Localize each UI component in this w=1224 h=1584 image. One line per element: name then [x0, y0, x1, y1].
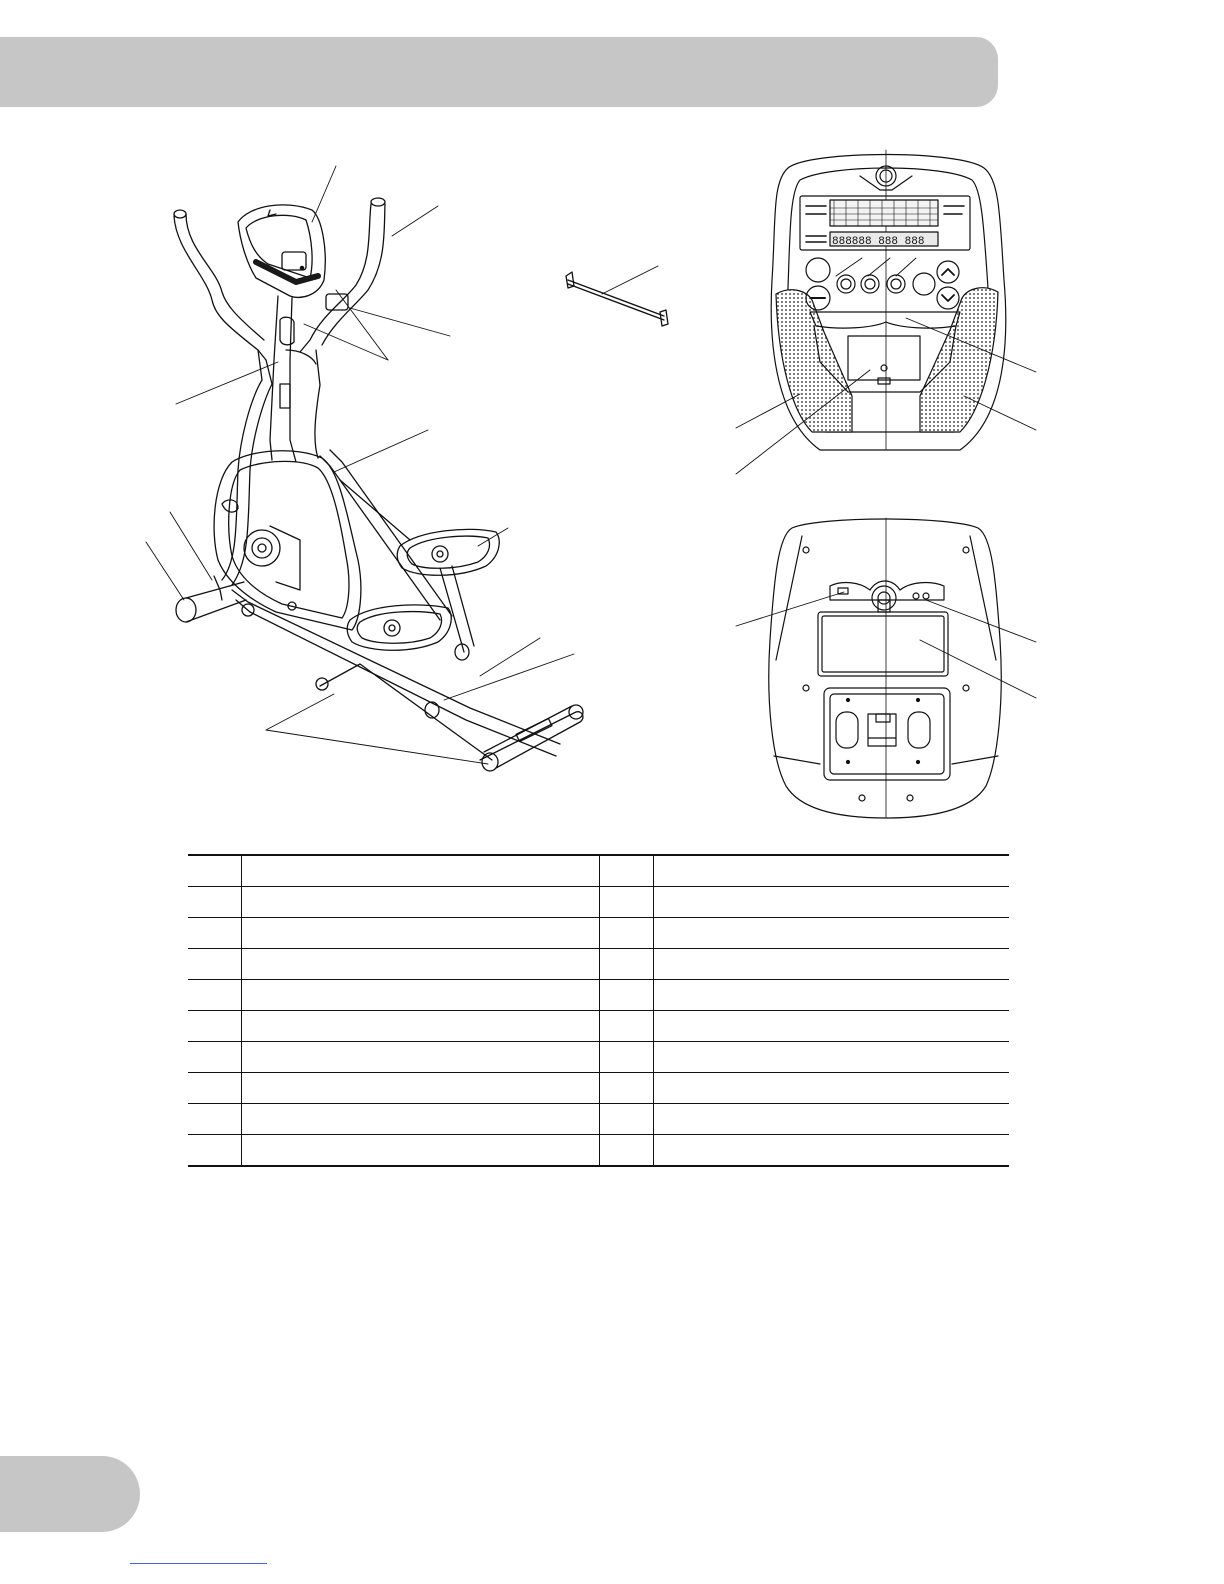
table-row	[188, 980, 1009, 1011]
table-row	[188, 855, 1009, 887]
table-cell-num	[188, 1073, 242, 1104]
table-cell-name	[242, 1042, 600, 1073]
table-cell-name	[242, 918, 600, 949]
table-cell-num2	[600, 1104, 654, 1135]
table-row	[188, 1011, 1009, 1042]
footer-link[interactable]	[130, 1563, 267, 1564]
table-cell-num	[188, 855, 242, 887]
table-row	[188, 887, 1009, 918]
table-cell-name2	[654, 1011, 1010, 1042]
parts-table-body	[188, 855, 1009, 1166]
table-cell-name	[242, 855, 600, 887]
table-row	[188, 1135, 1009, 1167]
table-cell-num	[188, 1104, 242, 1135]
table-cell-num	[188, 1011, 242, 1042]
table-cell-name2	[654, 855, 1010, 887]
table-cell-num	[188, 887, 242, 918]
table-cell-num2	[600, 980, 654, 1011]
table-cell-num2	[600, 887, 654, 918]
table-row	[188, 949, 1009, 980]
table-cell-num	[188, 1135, 242, 1167]
table-cell-num2	[600, 1135, 654, 1167]
table-row	[188, 1104, 1009, 1135]
table-row	[188, 1042, 1009, 1073]
back-port-panel	[830, 581, 944, 612]
table-cell-num	[188, 980, 242, 1011]
table-cell-num	[188, 918, 242, 949]
table-cell-num2	[600, 1011, 654, 1042]
table-cell-name2	[654, 918, 1010, 949]
table-row	[188, 1073, 1009, 1104]
table-cell-num2	[600, 855, 654, 887]
table-cell-num2	[600, 918, 654, 949]
page-number-tab	[0, 1456, 140, 1532]
table-cell-name2	[654, 1135, 1010, 1167]
table-cell-num2	[600, 1042, 654, 1073]
table-cell-num2	[600, 1073, 654, 1104]
audio-jack-icon	[913, 593, 919, 599]
table-cell-name	[242, 1073, 600, 1104]
table-cell-name2	[654, 887, 1010, 918]
table-cell-name	[242, 1135, 600, 1167]
table-cell-name	[242, 887, 600, 918]
parts-table	[188, 854, 1009, 1167]
mounting-plate	[824, 688, 950, 780]
table-cell-name	[242, 980, 600, 1011]
table-cell-name	[242, 949, 600, 980]
table-cell-name2	[654, 1073, 1010, 1104]
console-back-outline	[769, 519, 1001, 818]
table-cell-num2	[600, 949, 654, 980]
table-cell-name2	[654, 1042, 1010, 1073]
svg-text:888888 888 888: 888888 888 888	[832, 236, 925, 248]
table-row	[188, 918, 1009, 949]
table-cell-name2	[654, 949, 1010, 980]
table-cell-name	[242, 1011, 600, 1042]
table-cell-name2	[654, 980, 1010, 1011]
table-cell-num	[188, 949, 242, 980]
table-cell-name2	[654, 1104, 1010, 1135]
table-cell-name	[242, 1104, 600, 1135]
table-cell-num	[188, 1042, 242, 1073]
